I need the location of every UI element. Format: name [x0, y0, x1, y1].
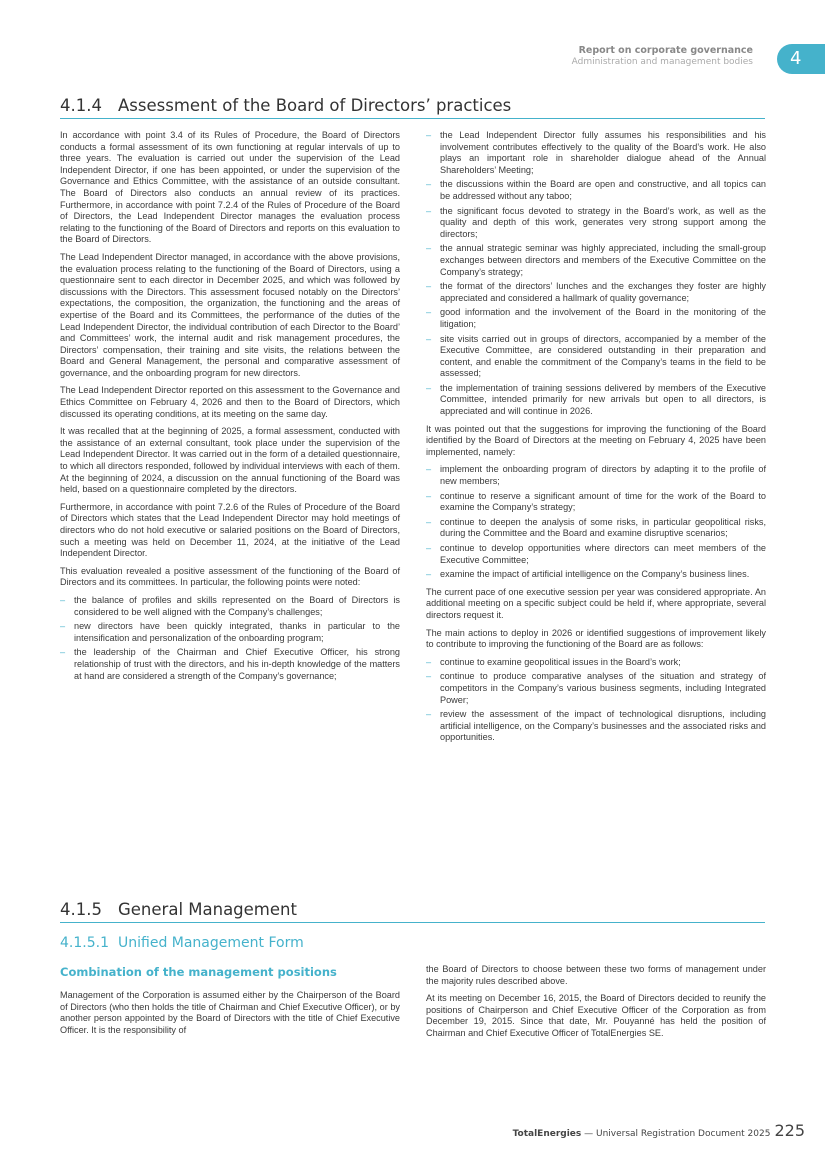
left-column-4-1-4: [60, 130, 400, 688]
section-heading-4-1-5: [60, 900, 765, 923]
paragraph: At its meeting on December 16, 2015, the Board of Directors decided to reunify the positions of Chairperson and Chief Executive Officer of the Corporation as from December 19, 2015. Since that date, Mr. Pouyanné has held the position of Chairman and Chief Executive Officer of TotalEnergies SE.: [426, 993, 766, 1038]
section-title: Assessment of the Board of Directors’ practices: [118, 96, 512, 115]
header-subtitle: Administration and management bodies: [571, 57, 753, 67]
paragraph: Furthermore, in accordance with point 7.2.6 of the Rules of Procedure of the Board of Directors which states that the Lead Independent Director may hold meetings of directors who do not hold executive or salaried positions on the Board of Directors, such a meeting was held on December 11, 2024, at the initiative of the Lead Independent Director.: [60, 501, 400, 559]
chapter-tab: 4: [777, 44, 825, 74]
bullet-list: [426, 657, 766, 744]
list-item: – continue to examine geopolitical issues in the Board’s work;: [426, 657, 766, 669]
list-item: – the balance of profiles and skills represented on the Board of Directors is considered to be well aligned with the Company’s challenges;: [60, 595, 400, 618]
list-item: – the annual strategic seminar was highly appreciated, including the small-group exchanges between directors and members of the Executive Committee on the Company’s strategy;: [426, 243, 766, 278]
page-number: 225: [774, 1121, 805, 1140]
paragraph: The Lead Independent Director reported on this assessment to the Governance and Ethics Committee on February 4, 2026 and then to the Board of Directors, which discussed its operating conditions, at its meeting on the same day.: [60, 385, 400, 419]
bullet-list: [60, 595, 400, 682]
paragraph: the Board of Directors to choose between these two forms of management under the majority rules described above.: [426, 964, 766, 986]
running-header: [572, 45, 753, 68]
left-column-4-1-5: [60, 990, 400, 1042]
list-item: – examine the impact of artificial intelligence on the Company’s business lines.: [426, 569, 766, 581]
list-item: – the leadership of the Chairman and Chief Executive Officer, his strong relationship of trust with the directors, and his in-depth knowledge of the matters at hand are considered a strength of the Company’s governance;: [60, 647, 400, 682]
page-footer: [513, 1121, 805, 1140]
footer-brand: TotalEnergies: [512, 1129, 582, 1139]
list-item: – new directors have been quickly integrated, thanks in particular to the intensification and personalization of the onboarding program;: [60, 621, 400, 644]
paragraph: The current pace of one executive session per year was considered appropriate. An additional meeting on a specific subject could be held if, where appropriate, several directors request it.: [426, 586, 766, 620]
right-column-4-1-5: [426, 964, 766, 1046]
list-item: – continue to develop opportunities where directors can meet members of the Executive Committee;: [426, 543, 766, 566]
list-item: – the significant focus devoted to strategy in the Board’s work, as well as the quality and depth of this work, generates very strong support among the directors;: [426, 206, 766, 241]
paragraph: It was recalled that at the beginning of 2025, a formal assessment, conducted with the assistance of an external consultant, took place under the supervision of the Lead Independent Director. It was carried out in the form of a detailed questionnaire, to which all directors responded, followed by individual interviews with each of them. At the beginning of 2024, a discussion on the annual functioning of the Board was held, based on a questionnaire completed by the directors.: [60, 426, 400, 495]
section-title: General Management: [118, 900, 297, 919]
list-item: – the implementation of training sessions delivered by members of the Executive Committee, intended primarily for new arrivals but open to all directors, is appreciated and will continue in 2026.: [426, 383, 766, 418]
list-item: – continue to reserve a significant amount of time for the work of the Board to examine the Company’s strategy;: [426, 491, 766, 514]
subsection-heading: [60, 935, 304, 951]
paragraph: Management of the Corporation is assumed either by the Chairperson of the Board of Directors (who then holds the title of Chairman and Chief Executive Officer), or by another person appointed by the Board of Directors with the title of Chief Executive Officer. It is the responsibility of: [60, 990, 400, 1035]
section-number: 4.1.4: [60, 96, 102, 115]
list-item: – continue to produce comparative analyses of the situation and strategy of competitors in the Company’s various business segments, including Integrated Power;: [426, 671, 766, 706]
paragraph: The main actions to deploy in 2026 or identified suggestions of improvement likely to contribute to improving the functioning of the Board are as follows:: [426, 627, 766, 650]
paragraph: In accordance with point 3.4 of its Rules of Procedure, the Board of Directors conducts a formal assessment of its own functioning at regular intervals of up to three years. The evaluation is carried out under the supervision of the Lead Independent Director, if one has been appointed, or under the supervision of the Governance and Ethics Committee, with the assistance of an outside consultant. The Board of Directors also conducts an annual review of its practices. Furthermore, in accordance with point 7.2.4 of the Rules of Procedure of the Board of Directors, the Lead Independent Director manages the evaluation process relating to the functioning of the Board of Directors and reports on this evaluation to the Board of Directors.: [60, 130, 400, 245]
paragraph: It was pointed out that the suggestions for improving the functioning of the Board identified by the Board of Directors at the meeting on February 4, 2025 have been implemented, namely:: [426, 423, 766, 457]
list-item: – the discussions within the Board are open and constructive, and all topics can be addressed without any taboo;: [426, 179, 766, 202]
subsubsection-heading: Combination of the management positions: [60, 965, 337, 979]
list-item: – good information and the involvement of the Board in the monitoring of the litigation;: [426, 307, 766, 330]
footer-separator: —: [581, 1129, 596, 1139]
header-title: Report on corporate governance: [578, 45, 753, 56]
section-heading-4-1-4: [60, 96, 765, 119]
right-column-4-1-4: [426, 130, 766, 750]
footer-document-title: Universal Registration Document 2025: [596, 1129, 771, 1139]
list-item: – review the assessment of the impact of technological disruptions, including artificial intelligence, on the Company’s businesses and the associated risks and opportunities.: [426, 709, 766, 744]
paragraph: This evaluation revealed a positive assessment of the functioning of the Board of Directors and its committees. In particular, the following points were noted:: [60, 565, 400, 588]
subsection-title: Unified Management Form: [118, 935, 304, 951]
paragraph: The Lead Independent Director managed, in accordance with the above provisions, the evaluation process relating to the functioning of the Board of Directors, using a questionnaire sent to each director in December 2025, and which was followed by discussions with the Directors. This assessment focused notably on the Directors’ expectations, the composition, the organization, the functioning and the areas of expertise of the Board and its Committees, the performance of the duties of the Lead Independent Director, the individual contribution of each Director to the Board’ and Committees’ work, the internal audit and risk management procedures, the Directors’ compensation, their training and site visits, the relations between the Board and General Management, the personal and comparative assessment of governance, and the onboarding program for new directors.: [60, 251, 400, 378]
section-number: 4.1.5: [60, 900, 102, 919]
bullet-list: [426, 130, 766, 418]
list-item: – site visits carried out in groups of directors, accompanied by a member of the Executive Committee, are considered outstanding in their preparation and content, and enable the commitment of the Company’s teams in the field to be assessed;: [426, 334, 766, 380]
subsection-number: 4.1.5.1: [60, 935, 109, 951]
list-item: – continue to deepen the analysis of some risks, in particular geopolitical risks, during the Committee and the Board and examine disruptive scenarios;: [426, 517, 766, 540]
list-item: – the Lead Independent Director fully assumes his responsibilities and his involvement contributes effectively to the quality of the Board’s work. He also plays an important role in shareholder dialogue ahead of the Annual Shareholders’ Meeting;: [426, 130, 766, 176]
bullet-list: [426, 464, 766, 580]
list-item: – the format of the directors’ lunches and the exchanges they foster are highly appreciated and considered a hallmark of quality governance;: [426, 281, 766, 304]
list-item: – implement the onboarding program of directors by adapting it to the profile of new members;: [426, 464, 766, 487]
